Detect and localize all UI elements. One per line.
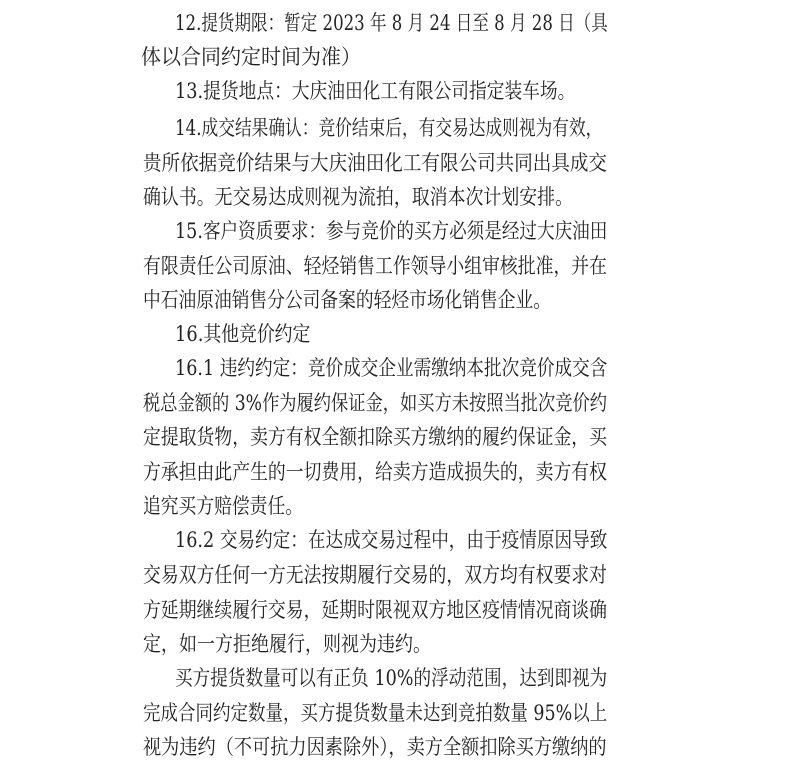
section-heading: 16.其他竞价约定 (175, 322, 311, 346)
text-line: 追究买方赔偿责任。 (143, 494, 304, 518)
text-line: 视为违约（不可抗力因素除外），卖方全额扣除买方缴纳的 (143, 735, 607, 759)
text-line: 贵所依据竞价结果与大庆油田化工有限公司共同出具成交 (143, 151, 607, 175)
text-line: 方承担由此产生的一切费用，给卖方造成损失的，卖方有权 (143, 460, 607, 484)
text-line: 13.提货地点：大庆油田化工有限公司指定装车场。 (175, 79, 576, 103)
text-line: 体以合同约定时间为准） (141, 45, 362, 69)
text-line: 15.客户资质要求：参与竞价的买方必须是经过大庆油田 (175, 219, 608, 243)
text-line: 完成合同约定数量，买方提货数量未达到竞拍数量 95%以上 (143, 701, 608, 725)
text-line: 交易双方任何一方无法按期履行交易的，双方均有权要求对 (143, 563, 607, 587)
text-line: 税总金额的 3%作为履约保证金，如买方未按照当批次竞价约 (143, 391, 607, 415)
text-line: 14.成交结果确认：竞价结束后，有交易达成则视为有效， (175, 116, 603, 140)
text-line: 定提取货物，卖方有权全额扣除买方缴纳的履约保证金，买 (143, 425, 607, 449)
text-line: 中石油原油销售分公司备案的轻烃市场化销售企业。 (143, 288, 551, 312)
text-line: 有限责任公司原油、轻烃销售工作领导小组审核批准，并在 (143, 254, 607, 278)
text-line: 16.2 交易约定：在达成交易过程中，由于疫情原因导致 (175, 528, 608, 552)
text-line: 12.提货期限：暂定 2023 年 8 月 24 日至 8 月 28 日（具 (175, 11, 608, 35)
text-line: 买方提货数量可以有正负 10%的浮动范围，达到即视为 (175, 666, 608, 690)
text-line: 方延期继续履行交易，延期时限视双方地区疫情情况商谈确 (143, 598, 607, 622)
text-line: 16.1 违约约定：竞价成交企业需缴纳本批次竞价成交含 (175, 356, 608, 380)
text-line: 确认书。无交易达成则视为流拍，取消本次计划安排。 (143, 185, 574, 209)
text-line: 定，如一方拒绝履行，则视为违约。 (143, 632, 431, 656)
